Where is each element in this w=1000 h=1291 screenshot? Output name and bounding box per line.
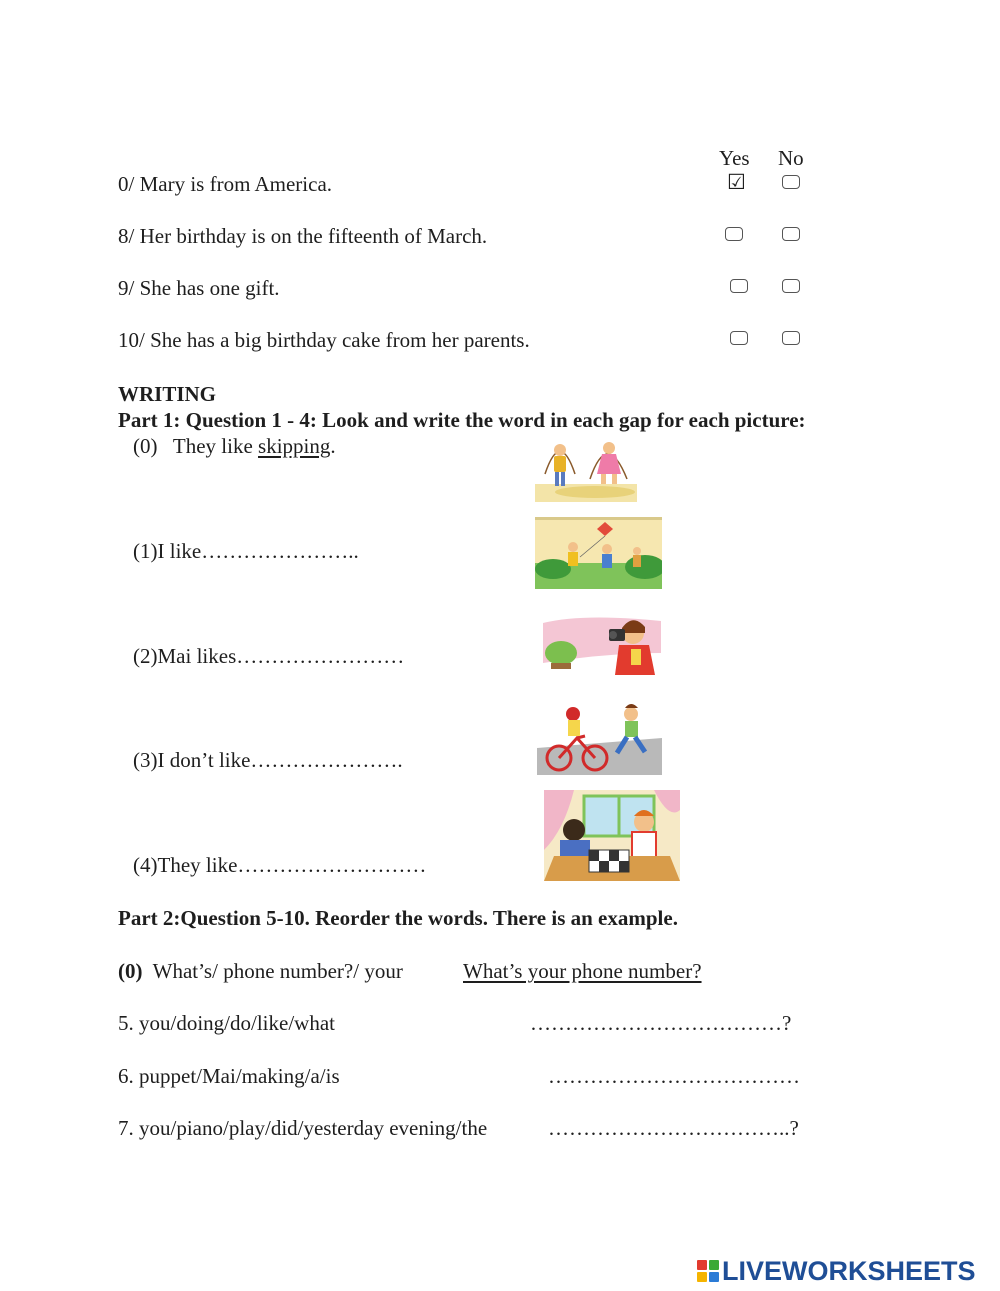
liveworksheets-logo-icon bbox=[697, 1260, 719, 1282]
yes-checkbox-9[interactable] bbox=[730, 279, 748, 293]
part2-item-7: 7. you/piano/play/did/yesterday evening/the bbox=[118, 1116, 488, 1140]
part2-title: Part 2:Question 5-10. Reorder the words. There is an example. bbox=[118, 906, 678, 930]
no-checkbox-0[interactable] bbox=[782, 175, 800, 189]
item-number: (1) bbox=[133, 539, 158, 563]
item-text: I don’t like…………………. bbox=[157, 748, 403, 772]
part1-title: Part 1: Question 1 - 4: Look and write the word in each gap for each picture: bbox=[118, 408, 806, 432]
part2-example-answer: What’s your phone number? bbox=[463, 959, 702, 983]
yes-checkbox-0-checked[interactable]: ☑ bbox=[727, 170, 746, 194]
no-checkbox-10[interactable] bbox=[782, 331, 800, 345]
part2-example-number: (0) bbox=[118, 959, 143, 983]
part2-example bbox=[118, 959, 403, 983]
item-number: (4) bbox=[133, 853, 158, 877]
item-number: (2) bbox=[133, 644, 158, 668]
part1-item-1[interactable] bbox=[133, 539, 359, 563]
part1-item-3[interactable] bbox=[133, 748, 403, 772]
liveworksheets-logo-text: LIVEWORKSHEETS bbox=[722, 1256, 976, 1286]
skipping-picture bbox=[535, 434, 637, 502]
statement-10: 10/ She has a big birthday cake from her parents. bbox=[118, 328, 530, 352]
chess-picture bbox=[544, 790, 680, 881]
no-column-label: No bbox=[778, 146, 804, 170]
item-number: (3) bbox=[133, 748, 158, 772]
writing-heading: WRITING bbox=[118, 382, 217, 406]
statement-8: 8/ Her birthday is on the fifteenth of March. bbox=[118, 224, 488, 248]
photography-picture bbox=[543, 613, 661, 675]
liveworksheets-logo[interactable] bbox=[697, 1256, 997, 1286]
part2-item-6: 6. puppet/Mai/making/a/is bbox=[118, 1064, 340, 1088]
yes-column-label: Yes bbox=[719, 146, 750, 170]
example-number: (0) bbox=[133, 434, 158, 458]
item-text: Mai likes…………………… bbox=[157, 644, 405, 668]
part2-answer-7[interactable]: ……………………………..? bbox=[548, 1116, 799, 1140]
part2-answer-6[interactable]: ……………………………… bbox=[548, 1064, 800, 1088]
yes-checkbox-10[interactable] bbox=[730, 331, 748, 345]
yes-checkbox-8[interactable] bbox=[725, 227, 743, 241]
example-prefix: They like bbox=[172, 434, 259, 458]
example-suffix: . bbox=[330, 434, 336, 458]
item-text: I like………………….. bbox=[157, 539, 359, 563]
kite-flying-picture bbox=[535, 517, 662, 589]
part2-answer-5[interactable]: ………………………………? bbox=[530, 1011, 792, 1035]
item-text: They like……………………… bbox=[157, 853, 427, 877]
no-checkbox-9[interactable] bbox=[782, 279, 800, 293]
part2-example-words: What’s/ phone number?/ your bbox=[152, 959, 403, 983]
cycling-running-picture bbox=[537, 698, 662, 775]
example-answer: skipping bbox=[258, 434, 331, 458]
part1-example bbox=[133, 434, 336, 458]
statement-9: 9/ She has one gift. bbox=[118, 276, 280, 300]
part1-item-4[interactable] bbox=[133, 853, 426, 877]
part1-item-2[interactable] bbox=[133, 644, 404, 668]
part2-item-5: 5. you/doing/do/like/what bbox=[118, 1011, 335, 1035]
statement-0: 0/ Mary is from America. bbox=[118, 172, 333, 196]
no-checkbox-8[interactable] bbox=[782, 227, 800, 241]
